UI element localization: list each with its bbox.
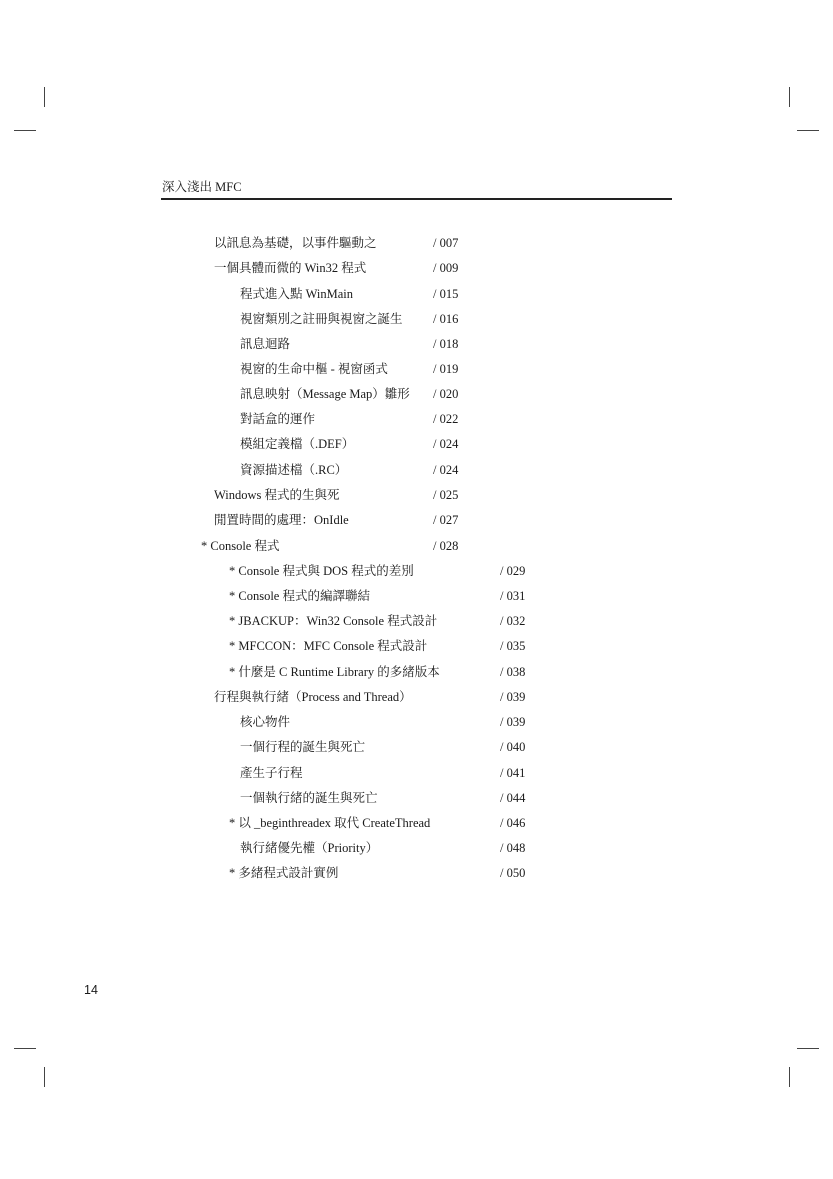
toc-entry-page: / 050 <box>500 866 526 880</box>
running-header-title: 深入淺出 MFC <box>162 180 242 194</box>
toc-entry-label: 對話盒的運作 <box>240 412 316 426</box>
toc-entry-label: * 什麼是 C Runtime Library 的多緒版本 <box>229 665 440 679</box>
toc-entry-label: 執行緒優先權（Priority） <box>240 841 379 855</box>
crop-mark <box>789 87 790 107</box>
header-rule <box>161 198 672 200</box>
toc-entry-label: * 多緒程式設計實例 <box>229 866 339 880</box>
toc-entry-page: / 038 <box>500 665 526 679</box>
toc-entry-page: / 016 <box>433 312 459 326</box>
toc-entry-label: 以訊息為基礎，以事件驅動之 <box>214 236 377 250</box>
toc-entry-label: 行程與執行緒（Process and Thread） <box>214 690 412 704</box>
toc-entry-page: / 039 <box>500 690 526 704</box>
toc-entry-label: 一個行程的誕生與死亡 <box>240 740 366 754</box>
crop-mark <box>14 1048 36 1049</box>
page-number: 14 <box>84 983 98 997</box>
toc-entry-label: 訊息迴路 <box>240 337 291 351</box>
toc-entry-page: / 048 <box>500 841 526 855</box>
toc-entry-page: / 007 <box>433 236 459 250</box>
toc-entry-page: / 039 <box>500 715 526 729</box>
toc-entry-page: / 046 <box>500 816 526 830</box>
crop-mark <box>789 1067 790 1087</box>
toc-entry-page: / 018 <box>433 337 459 351</box>
toc-entry-page: / 032 <box>500 614 526 628</box>
toc-entry-label: * 以 _beginthreadex 取代 CreateThread <box>229 816 431 830</box>
toc-entry-label: Windows 程式的生與死 <box>214 488 340 502</box>
toc-entry-label: 產生子行程 <box>240 766 303 780</box>
toc-entry-page: / 035 <box>500 639 526 653</box>
toc-entry-page: / 027 <box>433 513 459 527</box>
toc-entry-page: / 020 <box>433 387 459 401</box>
toc-entry-label: 模組定義檔（.DEF） <box>240 437 355 451</box>
crop-mark <box>44 87 45 107</box>
toc-entry-page: / 024 <box>433 463 459 477</box>
toc-entry-label: 訊息映射（Message Map）雛形 <box>240 387 410 401</box>
toc-entry-page: / 009 <box>433 261 459 275</box>
toc-entry-page: / 044 <box>500 791 526 805</box>
toc-entry-page: / 040 <box>500 740 526 754</box>
crop-mark <box>14 130 36 131</box>
toc-entry-label: * MFCCON：MFC Console 程式設計 <box>229 639 428 653</box>
toc-entry-label: * Console 程式與 DOS 程式的差別 <box>229 564 414 578</box>
toc-entry-label: * Console 程式的編譯聯結 <box>229 589 370 603</box>
toc-entry-page: / 025 <box>433 488 459 502</box>
crop-mark <box>44 1067 45 1087</box>
crop-mark <box>797 130 819 131</box>
toc-entry-label: 一個具體而微的 Win32 程式 <box>214 261 367 275</box>
crop-mark <box>797 1048 819 1049</box>
toc-entry-page: / 015 <box>433 287 459 301</box>
toc-entry-label: 資源描述檔（.RC） <box>240 463 348 477</box>
toc-entry-page: / 041 <box>500 766 526 780</box>
toc-entry-page: / 028 <box>433 539 459 553</box>
toc-entry-label: * JBACKUP：Win32 Console 程式設計 <box>229 614 438 628</box>
toc-entry-label: 程式進入點 WinMain <box>240 287 354 301</box>
toc-entry-page: / 019 <box>433 362 459 376</box>
toc-entry-page: / 029 <box>500 564 526 578</box>
toc-entry-label: 閒置時間的處理：OnIdle <box>214 513 349 527</box>
toc-entry-label: * Console 程式 <box>201 539 280 553</box>
toc-entry-page: / 022 <box>433 412 459 426</box>
toc-entry-label: 視窗類別之註冊與視窗之誕生 <box>240 312 403 326</box>
toc-entry-page: / 031 <box>500 589 526 603</box>
toc-entry-label: 視窗的生命中樞 - 視窗函式 <box>240 362 388 376</box>
toc-entry-label: 核心物件 <box>240 715 291 729</box>
toc-entry-page: / 024 <box>433 437 459 451</box>
toc-entry-label: 一個執行緒的誕生與死亡 <box>240 791 378 805</box>
